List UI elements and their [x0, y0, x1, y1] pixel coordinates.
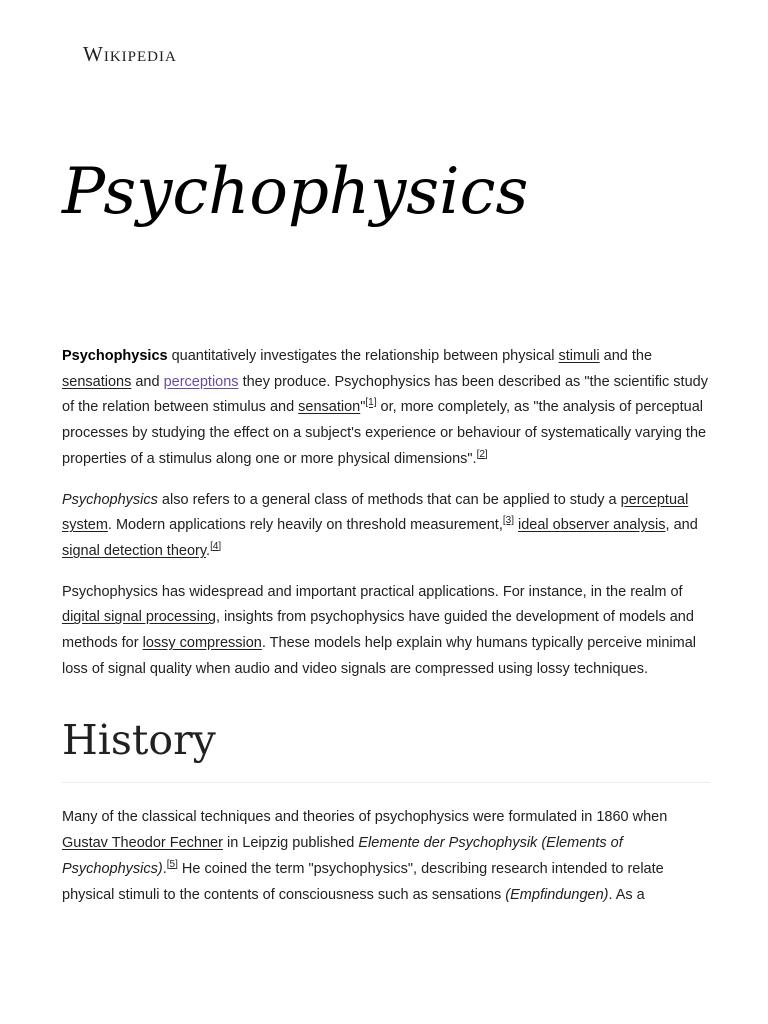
text: or, more completely, as "the analysis of perceptual processes by studying the effect on a subject's experience or behaviour of systematically varying the properties of a stimulus along one or more physical dimensions". [62, 399, 707, 467]
text: . As a [608, 886, 645, 903]
italic-term: Psychophysics [62, 491, 158, 508]
text: . [162, 860, 167, 877]
text: in Leipzig published [222, 835, 359, 852]
text: and [131, 373, 164, 390]
text: quantitatively investigates the relationship between physical [167, 348, 559, 364]
text: , insights from psychophysics have guided the development of models and methods for [62, 609, 694, 652]
citation-2-link[interactable]: [2] [476, 448, 488, 460]
link-sensations[interactable]: sensations [62, 373, 132, 390]
citation-5-link[interactable]: [5] [166, 859, 178, 871]
citation-3[interactable] [503, 515, 514, 526]
article-body [62, 344, 710, 923]
link-ideal-observer-analysis[interactable]: ideal observer analysis [518, 517, 666, 534]
text: , and [665, 517, 698, 534]
text: . Modern applications rely heavily on threshold measurement, [107, 517, 503, 534]
text: He coined the term "psychophysics", describing research intended to relate physical stimuli to the contents of consciousness such as sensations [62, 860, 664, 903]
section-heading-history: History [62, 710, 710, 783]
link-sensation[interactable]: sensation [298, 399, 361, 416]
link-perceptions[interactable]: perceptions [163, 373, 239, 390]
citation-4-link[interactable]: [4] [210, 541, 222, 553]
intro-paragraph [62, 344, 710, 473]
link-lossy-compression[interactable]: lossy compression [142, 635, 262, 652]
citation-2[interactable] [477, 449, 488, 460]
link-gustav-theodor-fechner[interactable]: Gustav Theodor Fechner [62, 835, 223, 852]
page-title: Psychophysics [62, 155, 529, 229]
history-paragraph [62, 805, 710, 908]
text: and the [599, 348, 653, 364]
citation-1[interactable] [365, 398, 376, 409]
link-perceptual-system[interactable]: perceptual system [62, 491, 689, 534]
text: Many of the classical techniques and theories of psychophysics were formulated in 1860 when [62, 809, 668, 826]
link-digital-signal-processing[interactable]: digital signal processing [62, 609, 216, 626]
text: " [360, 399, 366, 416]
link-stimuli[interactable]: stimuli [558, 348, 600, 364]
link-signal-detection-theory[interactable]: signal detection theory [62, 542, 207, 559]
methods-paragraph [62, 488, 710, 565]
text: . These models help explain why humans typically perceive minimal loss of signal quality when audio and video signals are compressed using lossy techniques. [62, 635, 696, 677]
citation-5[interactable] [167, 859, 178, 870]
citation-1-link[interactable]: [1] [365, 397, 377, 409]
citation-3-link[interactable]: [3] [502, 515, 514, 527]
text: . [206, 542, 211, 559]
text: also refers to a general class of methods that can be applied to study a [157, 491, 621, 508]
text: they produce. Psychophysics has been described as "the scientific study of the relation between stimulus and [62, 373, 708, 416]
wikipedia-logo[interactable]: Wikipedia [83, 42, 177, 66]
applications-paragraph [62, 580, 710, 683]
italic-term: (Empfindungen) [505, 886, 609, 903]
book-title: Elemente der Psychophysik (Elements of Psychophysics) [62, 835, 623, 877]
lead-term: Psychophysics [62, 348, 168, 364]
citation-4[interactable] [210, 541, 221, 552]
text: Psychophysics has widespread and important practical applications. For instance, in the realm of [62, 583, 683, 600]
